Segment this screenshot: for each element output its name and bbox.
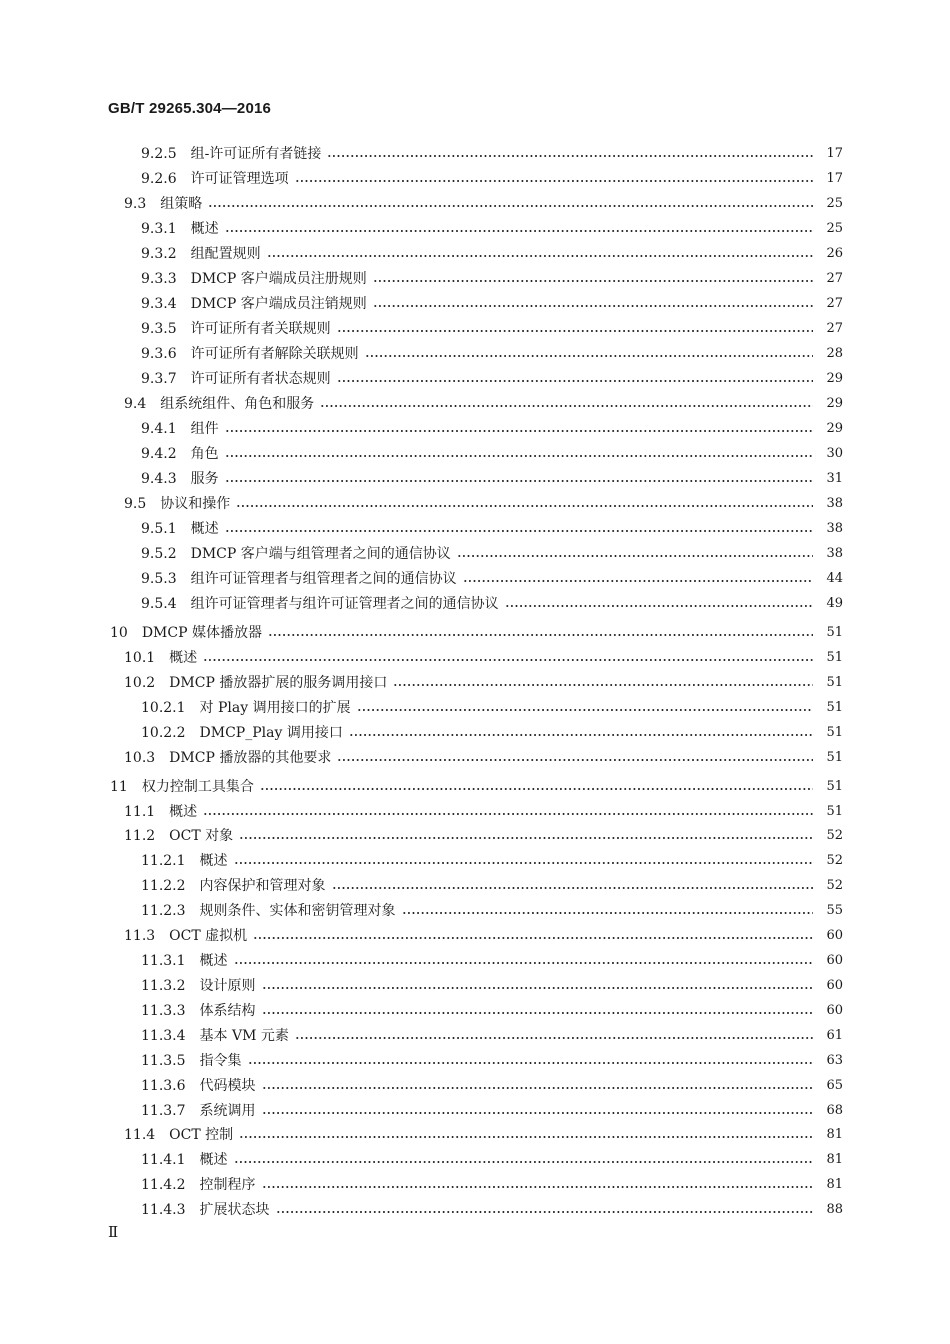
toc-leader-dots (320, 405, 813, 407)
toc-entry[interactable] (124, 801, 843, 823)
toc-leader-dots (505, 605, 813, 607)
toc-entry-page: 25 (826, 196, 843, 211)
toc-entry-title: OCT 控制 (169, 1127, 234, 1143)
toc-entry-page: 51 (826, 750, 843, 765)
toc-entry[interactable] (141, 875, 843, 897)
toc-entry[interactable] (141, 568, 843, 590)
toc-entry-title: 许可证所有者状态规则 (190, 371, 331, 387)
toc-entry-number: 10.2 (124, 675, 156, 691)
toc-entry-title: DMCP_Play 调用接口 (199, 725, 343, 741)
toc-entry-title: 对 Play 调用接口的扩展 (199, 700, 351, 716)
toc-leader-dots (262, 1087, 813, 1089)
toc-leader-dots (225, 430, 813, 432)
toc-entry[interactable] (141, 168, 843, 190)
toc-entry[interactable] (124, 193, 843, 215)
toc-leader-dots (236, 505, 813, 507)
toc-entry-number: 11.3.1 (141, 953, 186, 969)
toc-entry-number: 9.3.3 (141, 271, 177, 287)
toc-leader-dots (268, 634, 813, 636)
toc-entry-page: 63 (826, 1053, 843, 1068)
toc-leader-dots (260, 788, 813, 790)
toc-entry-title: 许可证所有者解除关联规则 (190, 346, 359, 362)
toc-entry-page: 65 (826, 1078, 843, 1093)
toc-entry-page: 81 (826, 1152, 843, 1167)
toc-entry[interactable] (141, 293, 843, 315)
toc-entry-page: 52 (826, 828, 843, 843)
toc-entry-title: 概述 (169, 804, 198, 820)
toc-leader-dots (262, 987, 813, 989)
toc-entry-title: OCT 虚拟机 (169, 928, 248, 944)
toc-entry[interactable] (110, 776, 843, 798)
toc-leader-dots (208, 205, 813, 207)
toc-entry-title: 概述 (190, 521, 219, 537)
toc-leader-dots (349, 734, 813, 736)
toc-entry-number: 10.1 (124, 650, 156, 666)
toc-entry-page: 51 (826, 725, 843, 740)
toc-entry-title: DMCP 客户端成员注销规则 (190, 296, 367, 312)
toc-entry-page: 38 (826, 546, 843, 561)
toc-entry[interactable] (124, 747, 843, 769)
toc-entry-number: 10 (110, 625, 128, 641)
toc-entry-number: 11 (110, 779, 128, 795)
toc-entry-number: 11.3.2 (141, 978, 186, 994)
toc-entry-title: DMCP 媒体播放器 (141, 625, 262, 641)
toc-entry-page: 51 (826, 675, 843, 690)
toc-entry-number: 9.5.1 (141, 521, 177, 537)
toc-entry-page: 88 (826, 1202, 843, 1217)
toc-entry-number: 9.3.5 (141, 321, 177, 337)
toc-leader-dots (239, 1136, 813, 1138)
toc-entry-page: 17 (826, 146, 843, 161)
toc-leader-dots (457, 555, 813, 557)
toc-entry-page: 27 (826, 296, 843, 311)
toc-leader-dots (357, 709, 813, 711)
toc-entry-page: 52 (826, 878, 843, 893)
toc-entry-number: 11.2.1 (141, 853, 186, 869)
toc-entry[interactable] (141, 850, 843, 872)
toc-entry-title: 内容保护和管理对象 (199, 878, 326, 894)
toc-entry[interactable] (141, 518, 843, 540)
toc-entry-number: 11.3 (124, 928, 156, 944)
toc-entry-title: 概述 (199, 1152, 228, 1168)
toc-entry-title: 权力控制工具集合 (141, 779, 254, 795)
toc-entry-number: 11.3.5 (141, 1053, 186, 1069)
toc-leader-dots (253, 937, 813, 939)
toc-entry-number: 11.4.1 (141, 1152, 186, 1168)
toc-entry-title: 组许可证管理者与组许可证管理者之间的通信协议 (190, 596, 499, 612)
toc-entry-page: 81 (826, 1127, 843, 1142)
toc-entry-number: 10.2.1 (141, 700, 186, 716)
toc-entry-number: 9.3.4 (141, 296, 177, 312)
toc-entry-number: 9.3.6 (141, 346, 177, 362)
toc-entry[interactable] (141, 1050, 843, 1072)
toc-entry[interactable] (141, 1199, 843, 1221)
toc-entry-number: 9.4.2 (141, 446, 177, 462)
toc-leader-dots (225, 230, 813, 232)
toc-entry-page: 29 (826, 371, 843, 386)
toc-entry[interactable] (141, 318, 843, 340)
toc-entry-title: OCT 对象 (169, 828, 234, 844)
toc-leader-dots (373, 280, 813, 282)
toc-entry-title: DMCP 播放器的其他要求 (169, 750, 332, 766)
toc-entry-title: 扩展状态块 (199, 1202, 270, 1218)
toc-entry-page: 28 (826, 346, 843, 361)
toc-entry-number: 9.5.2 (141, 546, 177, 562)
toc-entry-page: 51 (826, 625, 843, 640)
toc-entry[interactable] (141, 1149, 843, 1171)
toc-entry-title: 组系统组件、角色和服务 (160, 396, 315, 412)
toc-entry-page: 52 (826, 853, 843, 868)
toc-entry-title: 许可证管理选项 (190, 171, 289, 187)
toc-entry-title: 规则条件、实体和密钥管理对象 (199, 903, 396, 919)
toc-entry[interactable] (124, 647, 843, 669)
toc-leader-dots (332, 887, 813, 889)
toc-entry-number: 11.3.4 (141, 1028, 186, 1044)
toc-leader-dots (295, 1037, 813, 1039)
toc-entry-page: 51 (826, 779, 843, 794)
toc-entry-number: 11.3.3 (141, 1003, 186, 1019)
toc-entry-page: 49 (826, 596, 843, 611)
toc-entry-title: 体系结构 (199, 1003, 256, 1019)
toc-entry-title: 设计原则 (199, 978, 256, 994)
toc-entry-number: 9.5.4 (141, 596, 177, 612)
toc-entry-title: 概述 (199, 853, 228, 869)
toc-leader-dots (234, 862, 813, 864)
page-number: Ⅱ (108, 1223, 119, 1241)
toc-leader-dots (225, 455, 813, 457)
document-header: GB/T 29265.304—2016 (108, 100, 272, 117)
toc-entry-page: 51 (826, 804, 843, 819)
toc-entry[interactable] (141, 468, 843, 490)
toc-entry-page: 27 (826, 271, 843, 286)
toc-entry[interactable] (141, 697, 843, 719)
toc-entry-title: DMCP 客户端与组管理者之间的通信协议 (190, 546, 451, 562)
toc-entry-page: 31 (826, 471, 843, 486)
toc-entry[interactable] (124, 825, 843, 847)
toc-entry[interactable] (124, 393, 843, 415)
toc-entry-page: 81 (826, 1177, 843, 1192)
toc-entry-title: 控制程序 (199, 1177, 256, 1193)
toc-leader-dots (393, 684, 813, 686)
toc-entry-title: 协议和操作 (160, 496, 231, 512)
toc-entry[interactable] (141, 593, 843, 615)
toc-entry-title: 组件 (190, 421, 219, 437)
toc-entry[interactable] (141, 950, 843, 972)
toc-entry-page: 25 (826, 221, 843, 236)
toc-entry-title: DMCP 播放器扩展的服务调用接口 (169, 675, 388, 691)
toc-leader-dots (337, 330, 813, 332)
toc-leader-dots (203, 813, 813, 815)
toc-entry-title: 角色 (190, 446, 219, 462)
toc-entry[interactable] (141, 1025, 843, 1047)
toc-entry-page: 68 (826, 1103, 843, 1118)
toc-entry-number: 10.3 (124, 750, 156, 766)
toc-entry[interactable] (141, 543, 843, 565)
toc-leader-dots (203, 659, 813, 661)
toc-entry-page: 29 (826, 421, 843, 436)
toc-leader-dots (262, 1186, 813, 1188)
toc-entry-page: 44 (826, 571, 843, 586)
toc-entry[interactable] (124, 493, 843, 515)
toc-entry-number: 11.4 (124, 1127, 156, 1143)
toc-leader-dots (225, 480, 813, 482)
toc-entry[interactable] (141, 443, 843, 465)
toc-leader-dots (365, 355, 813, 357)
toc-entry-page: 60 (826, 1003, 843, 1018)
toc-leader-dots (234, 1161, 813, 1163)
toc-entry[interactable] (141, 418, 843, 440)
toc-entry-number: 10.2.2 (141, 725, 186, 741)
toc-entry-title: 组配置规则 (190, 246, 261, 262)
toc-entry[interactable] (141, 1000, 843, 1022)
toc-leader-dots (276, 1211, 813, 1213)
toc-entry-page: 27 (826, 321, 843, 336)
toc-entry[interactable] (124, 1124, 843, 1146)
toc-entry[interactable] (141, 900, 843, 922)
toc-leader-dots (262, 1112, 813, 1114)
toc-entry-title: 组许可证管理者与组管理者之间的通信协议 (190, 571, 457, 587)
toc-entry[interactable] (141, 722, 843, 744)
toc-entry-number: 9.4.1 (141, 421, 177, 437)
toc-entry-page: 60 (826, 928, 843, 943)
toc-entry-page: 60 (826, 953, 843, 968)
toc-entry-title: 许可证所有者关联规则 (190, 321, 331, 337)
toc-entry-page: 60 (826, 978, 843, 993)
toc-entry-title: 概述 (190, 221, 219, 237)
toc-entry-page: 51 (826, 700, 843, 715)
toc-entry-number: 9.3.1 (141, 221, 177, 237)
toc-entry-number: 9.3.7 (141, 371, 177, 387)
toc-entry-page: 55 (826, 903, 843, 918)
toc-entry-number: 9.2.6 (141, 171, 177, 187)
toc-entry-number: 11.2.2 (141, 878, 186, 894)
toc-entry[interactable] (141, 218, 843, 240)
toc-entry-title: 系统调用 (199, 1103, 256, 1119)
toc-entry[interactable] (141, 243, 843, 265)
toc-entry-title: 基本 VM 元素 (199, 1028, 289, 1044)
toc-leader-dots (327, 155, 813, 157)
toc-leader-dots (267, 255, 813, 257)
toc-entry[interactable] (141, 1100, 843, 1122)
toc-entry-title: DMCP 客户端成员注册规则 (190, 271, 367, 287)
toc-entry[interactable] (141, 975, 843, 997)
toc-entry-number: 11.4.3 (141, 1202, 186, 1218)
toc-entry[interactable] (124, 925, 843, 947)
toc-entry[interactable] (141, 1174, 843, 1196)
toc-entry[interactable] (110, 622, 843, 644)
toc-entry-number: 9.4.3 (141, 471, 177, 487)
toc-leader-dots (373, 305, 813, 307)
toc-entry-page: 51 (826, 650, 843, 665)
toc-entry-title: 概述 (169, 650, 198, 666)
toc-entry-number: 9.5 (124, 496, 147, 512)
toc-entry-title: 服务 (190, 471, 219, 487)
toc-entry-title: 概述 (199, 953, 228, 969)
toc-entry-number: 9.2.5 (141, 146, 177, 162)
toc-leader-dots (295, 180, 813, 182)
toc-leader-dots (248, 1062, 813, 1064)
toc-entry-page: 29 (826, 396, 843, 411)
toc-entry-page: 30 (826, 446, 843, 461)
toc-leader-dots (337, 759, 813, 761)
toc-entry[interactable] (141, 1075, 843, 1097)
toc-entry-title: 组策略 (160, 196, 203, 212)
toc-entry-number: 9.3 (124, 196, 147, 212)
toc-entry-number: 11.3.6 (141, 1078, 186, 1094)
toc-entry[interactable] (141, 368, 843, 390)
toc-entry-number: 11.3.7 (141, 1103, 186, 1119)
toc-leader-dots (225, 530, 813, 532)
toc-entry-number: 11.2.3 (141, 903, 186, 919)
toc-leader-dots (234, 962, 813, 964)
toc-entry[interactable] (141, 143, 843, 165)
toc-entry[interactable] (141, 268, 843, 290)
toc-entry-page: 26 (826, 246, 843, 261)
toc-leader-dots (402, 912, 813, 914)
toc-entry-page: 38 (826, 521, 843, 536)
toc-entry-page: 17 (826, 171, 843, 186)
toc-leader-dots (337, 380, 813, 382)
toc-leader-dots (262, 1012, 813, 1014)
toc-entry-title: 组-许可证所有者链接 (190, 146, 322, 162)
toc-leader-dots (239, 837, 813, 839)
toc-leader-dots (463, 580, 813, 582)
toc-entry-title: 指令集 (199, 1053, 242, 1069)
toc-entry-number: 9.4 (124, 396, 147, 412)
toc-entry-title: 代码模块 (199, 1078, 256, 1094)
toc-entry[interactable] (141, 343, 843, 365)
toc-entry-number: 9.3.2 (141, 246, 177, 262)
toc-entry-number: 11.4.2 (141, 1177, 186, 1193)
toc-entry-number: 9.5.3 (141, 571, 177, 587)
toc-entry-number: 11.1 (124, 804, 156, 820)
toc-entry-number: 11.2 (124, 828, 156, 844)
toc-entry-page: 38 (826, 496, 843, 511)
toc-entry[interactable] (124, 672, 843, 694)
toc-entry-page: 61 (826, 1028, 843, 1043)
